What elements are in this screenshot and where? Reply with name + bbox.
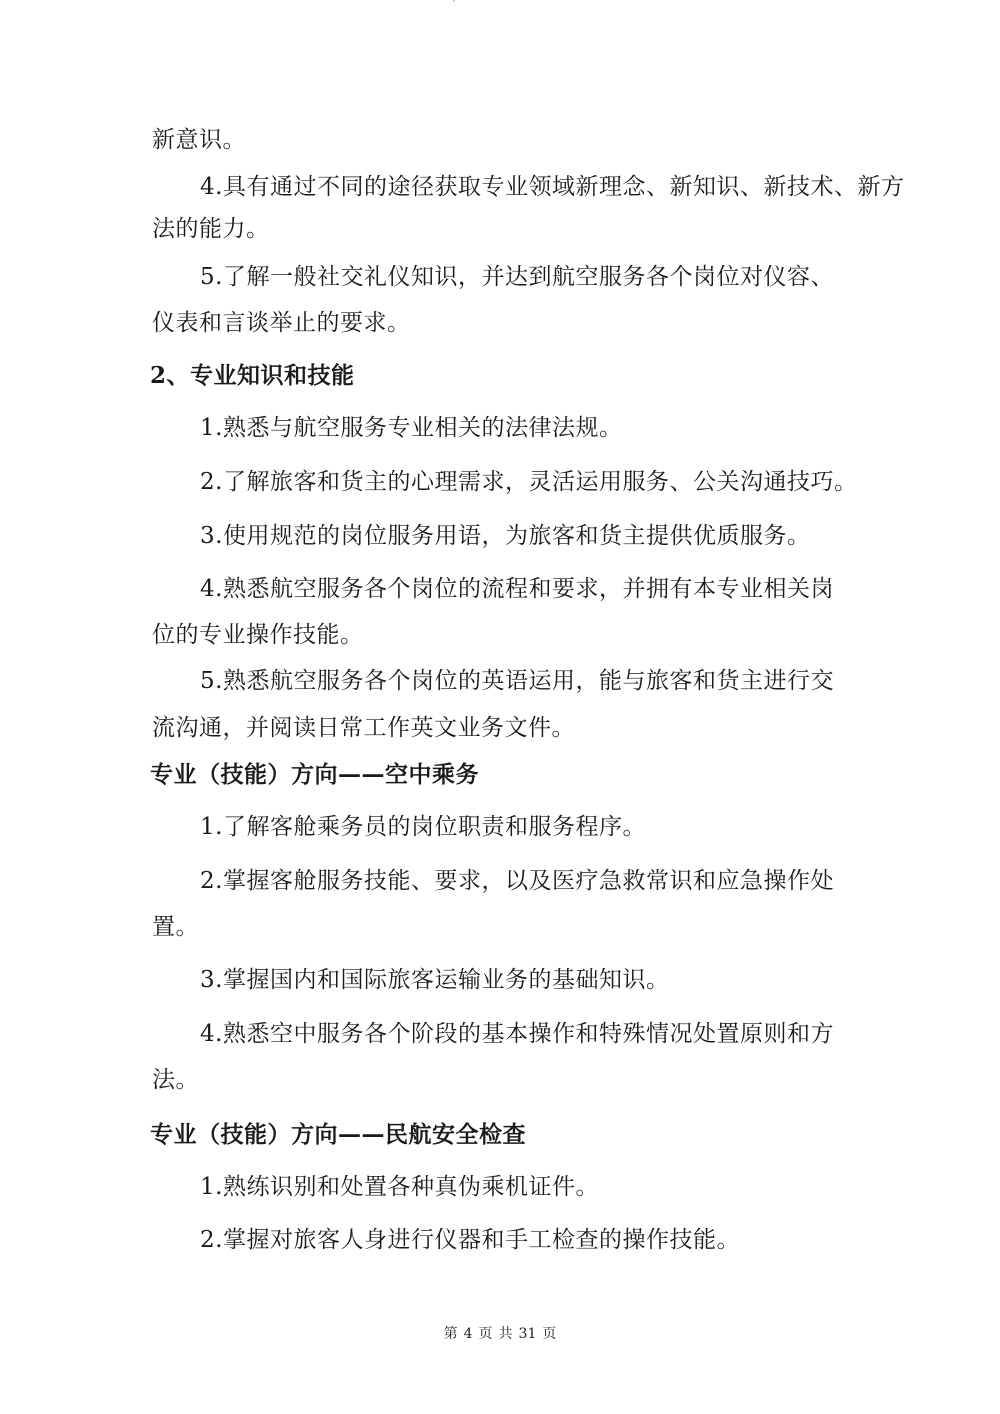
page-footer: [0, 1324, 1000, 1344]
list-item-line: 2.掌握对旅客人身进行仪器和手工检查的操作技能。: [200, 1227, 740, 1253]
section-heading: 2、专业知识和技能: [150, 362, 355, 389]
list-item-line: 5.了解一般社交礼仪知识，并达到航空服务各个岗位对仪容、: [200, 264, 834, 290]
footer-total-pages: 31: [518, 1326, 537, 1342]
footer-total-unit: 页: [542, 1326, 557, 1342]
list-item-line: 3.掌握国内和国际旅客运输业务的基础知识。: [200, 967, 670, 993]
list-item-line: 1.了解客舱乘务员的岗位职责和服务程序。: [200, 814, 646, 840]
paragraph-line: 置。: [152, 914, 199, 940]
footer-prefix: 第: [443, 1326, 458, 1342]
paragraph-line: 仪表和言谈举止的要求。: [152, 310, 411, 336]
paragraph-line: 法的能力。: [152, 216, 270, 242]
paragraph-line: 法。: [152, 1067, 199, 1093]
footer-page-unit: 页: [478, 1326, 493, 1342]
footer-total-prefix: 共: [498, 1326, 513, 1342]
paragraph-line: 新意识。: [152, 127, 246, 153]
paragraph-line: 位的专业操作技能。: [152, 622, 364, 648]
paragraph-line: 流沟通，并阅读日常工作英文业务文件。: [152, 715, 575, 741]
list-item-line: 4.熟悉航空服务各个岗位的流程和要求，并拥有本专业相关岗: [200, 576, 834, 602]
list-item-line: 4.具有通过不同的途径获取专业领域新理念、新知识、新技术、新方: [200, 174, 905, 200]
list-item-line: 5.熟悉航空服务各个岗位的英语运用，能与旅客和货主进行交: [200, 668, 834, 694]
top-margin-mark: [453, 0, 455, 2]
list-item-line: 1.熟悉与航空服务专业相关的法律法规。: [200, 415, 623, 441]
list-item-line: 2.掌握客舱服务技能、要求，以及医疗急救常识和应急操作处: [200, 868, 834, 894]
section-heading: 专业（技能）方向——空中乘务: [150, 761, 479, 788]
section-heading: 专业（技能）方向——民航安全检查: [150, 1121, 526, 1148]
list-item-line: 2.了解旅客和货主的心理需求，灵活运用服务、公关沟通技巧。: [200, 469, 858, 495]
list-item-line: 3.使用规范的岗位服务用语，为旅客和货主提供优质服务。: [200, 523, 811, 549]
list-item-line: 1.熟练识别和处置各种真伪乘机证件。: [200, 1174, 599, 1200]
list-item-line: 4.熟悉空中服务各个阶段的基本操作和特殊情况处置原则和方: [200, 1021, 834, 1047]
footer-page-number: 4: [463, 1326, 473, 1342]
